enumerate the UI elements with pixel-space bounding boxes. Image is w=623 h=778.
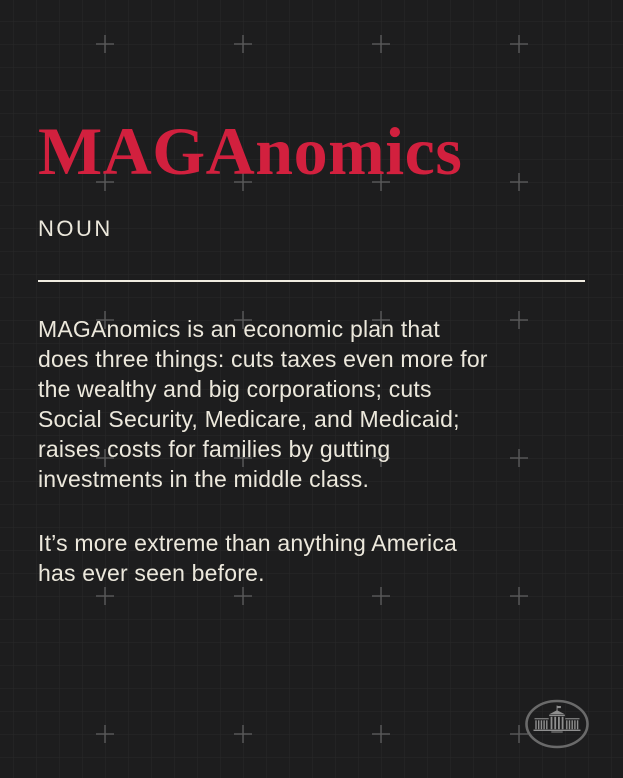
content-column bbox=[38, 0, 598, 588]
definition-line: raises costs for families by gutting bbox=[38, 436, 391, 462]
tagline-paragraph bbox=[38, 528, 598, 588]
divider-rule bbox=[38, 280, 585, 282]
definition-line: MAGAnomics is an economic plan that bbox=[38, 316, 441, 342]
page-title: MAGAnomics bbox=[38, 113, 463, 189]
tagline-line: has ever seen before. bbox=[38, 560, 265, 586]
definition-line: Social Security, Medicare, and Medicaid; bbox=[38, 406, 460, 432]
white-house-logo bbox=[524, 698, 590, 750]
white-house-icon bbox=[534, 706, 581, 733]
part-of-speech-label: NOUN bbox=[38, 216, 113, 241]
definition-paragraph bbox=[38, 314, 598, 494]
definition-line: does three things: cuts taxes even more for bbox=[38, 346, 488, 372]
tagline-line: It’s more extreme than anything America bbox=[38, 530, 458, 556]
definition-line: investments in the middle class. bbox=[38, 466, 370, 492]
definition-line: the wealthy and big corporations; cuts bbox=[38, 376, 432, 402]
